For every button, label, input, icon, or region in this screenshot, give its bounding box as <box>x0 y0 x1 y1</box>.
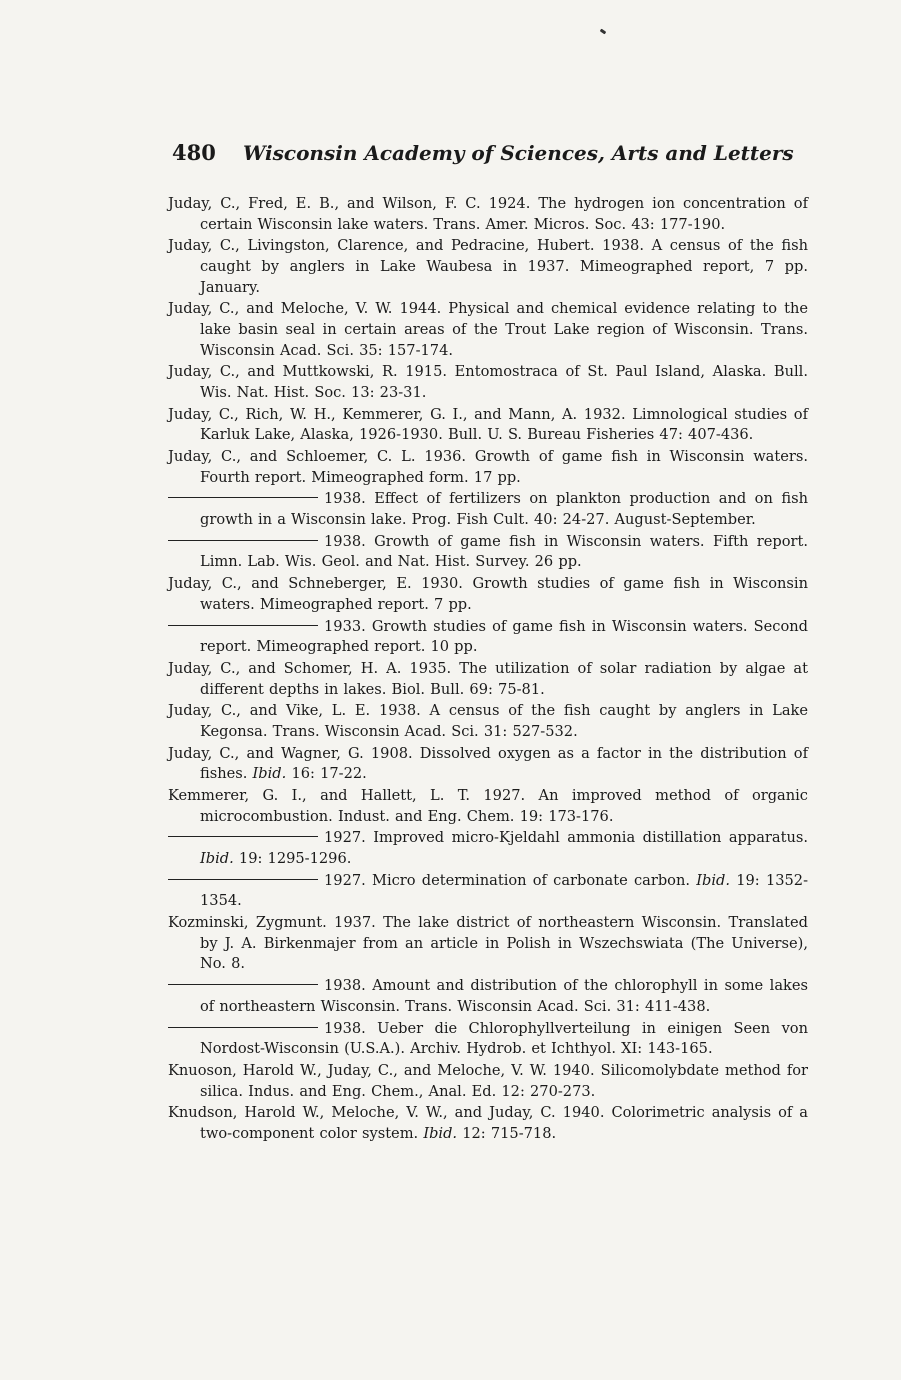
page-header <box>172 140 794 165</box>
running-head: Wisconsin Academy of Sciences, Arts and Letters <box>242 141 794 165</box>
reference-text: Kemmerer, G. I., and Hallett, L. T. 1927. An improved method of organic microcombustion. Indust. and Eng. Chem. 19: 173-176. <box>168 787 808 825</box>
reference-entry <box>168 194 808 235</box>
reference-ibid: Ibid. <box>696 871 730 889</box>
reference-entry <box>168 447 808 488</box>
reference-tail: 19: 1352-1354. <box>200 871 809 910</box>
reference-entry <box>168 236 808 298</box>
reference-text: Juday, C., Livingston, Clarence, and Pedracine, Hubert. 1938. A census of the fish caught by anglers in Lake Waubesa in 1937. Mimeographed report, 7 pp. January. <box>168 237 808 296</box>
reference-tail: 16: 17-22. <box>291 765 367 783</box>
reference-entry <box>168 976 808 1017</box>
reference-entry <box>168 532 808 573</box>
reference-entry <box>168 574 808 615</box>
reference-text: Juday, C., and Vike, L. E. 1938. A census of the fish caught by anglers in Lake Kegonsa. Trans. Wisconsin Acad. Sci. 31: 527-532. <box>168 702 808 740</box>
ditto-rule <box>168 497 318 498</box>
reference-text: Juday, C., Fred, E. B., and Wilson, F. C. 1924. The hydrogen ion concentration of certain Wisconsin lake waters. Trans. Amer. Micros. Soc. 43: 177-190. <box>168 195 808 233</box>
reference-ibid: Ibid. <box>252 765 287 783</box>
reference-entry <box>168 489 808 530</box>
scan-speck <box>600 29 607 35</box>
reference-ibid: Ibid. <box>423 1124 458 1142</box>
reference-entry <box>168 744 808 785</box>
ditto-rule <box>168 540 318 541</box>
reference-entry <box>168 299 808 361</box>
reference-ibid: Ibid. <box>200 850 234 868</box>
ditto-rule <box>168 1027 318 1028</box>
ditto-rule <box>168 625 318 626</box>
reference-text: Juday, C., and Wagner, G. 1908. Dissolved oxygen as a factor in the distribution of fishes. <box>168 744 808 783</box>
reference-tail: 19: 1295-1296. <box>238 850 352 868</box>
reference-text: 1938. Amount and distribution of the chlorophyll in some lakes of northeastern Wisconsin. Trans. Wisconsin Acad. Sci. 31: 411-438. <box>200 977 808 1015</box>
reference-text: 1927. Improved micro-Kjeldahl ammonia distillation apparatus. <box>324 829 808 847</box>
reference-entry <box>168 1061 808 1102</box>
reference-entry <box>168 1019 808 1060</box>
ditto-rule <box>168 879 318 880</box>
reference-entry <box>168 871 808 912</box>
reference-entry <box>168 828 808 869</box>
reference-text: Juday, C., and Meloche, V. W. 1944. Physical and chemical evidence relating to the lake basin seal in certain areas of the Trout Lake region of Wisconsin. Trans. Wisconsin Acad. Sci. 35: 157-174. <box>168 300 808 359</box>
reference-text: Juday, C., Rich, W. H., Kemmerer, G. I., and Mann, A. 1932. Limnological studies of Karluk Lake, Alaska, 1926-1930. Bull. U. S. Bureau Fisheries 47: 407-436. <box>168 405 808 444</box>
reference-tail: 12: 715-718. <box>462 1124 557 1142</box>
reference-text: Knuoson, Harold W., Juday, C., and Meloche, V. W. 1940. Silicomolybdate method for silica. Indus. and Eng. Chem., Anal. Ed. 12: 270-273. <box>168 1061 808 1100</box>
reference-entry <box>168 786 808 827</box>
reference-text: 1938. Ueber die Chlorophyllverteilung in einigen Seen von Nordost-Wisconsin (U.S.A.). Archiv. Hydrob. et Ichthyol. XI: 143-165. <box>200 1019 808 1058</box>
reference-list <box>168 194 808 1146</box>
reference-entry <box>168 1103 808 1144</box>
reference-text: 1933. Growth studies of game fish in Wisconsin waters. Second report. Mimeographed report. 10 pp. <box>200 617 808 656</box>
reference-text: Juday, C., and Schomer, H. A. 1935. The utilization of solar radiation by algae at different depths in lakes. Biol. Bull. 69: 75-81. <box>168 659 808 698</box>
reference-entry <box>168 362 808 403</box>
reference-text: Knudson, Harold W., Meloche, V. W., and Juday, C. 1940. Colorimetric analysis of a two-component color system. <box>168 1104 808 1142</box>
reference-text: 1927. Micro determination of carbonate carbon. <box>324 871 690 889</box>
reference-text: Kozminski, Zygmunt. 1937. The lake district of northeastern Wisconsin. Translated by J. A. Birkenmajer from an article in Polish in Wszechswiata (The Universe), No. 8. <box>168 914 808 973</box>
reference-entry <box>168 617 808 658</box>
reference-text: Juday, C., and Schloemer, C. L. 1936. Growth of game fish in Wisconsin waters. Fourth report. Mimeographed form. 17 pp. <box>168 448 808 486</box>
ditto-rule <box>168 836 318 837</box>
reference-entry <box>168 405 808 446</box>
reference-entry <box>168 659 808 700</box>
reference-text: 1938. Effect of fertilizers on plankton production and on fish growth in a Wisconsin lake. Prog. Fish Cult. 40: 24-27. August-September. <box>200 490 808 529</box>
reference-entry <box>168 913 808 975</box>
page-number: 480 <box>172 140 216 165</box>
reference-text: Juday, C., and Schneberger, E. 1930. Growth studies of game fish in Wisconsin waters. Mimeographed report. 7 pp. <box>168 575 808 613</box>
ditto-rule <box>168 984 318 985</box>
reference-text: 1938. Growth of game fish in Wisconsin waters. Fifth report. Limn. Lab. Wis. Geol. and Nat. Hist. Survey. 26 pp. <box>200 532 808 571</box>
reference-text: Juday, C., and Muttkowski, R. 1915. Entomostraca of St. Paul Island, Alaska. Bull. Wis. Nat. Hist. Soc. 13: 23-31. <box>168 363 808 401</box>
reference-entry <box>168 701 808 742</box>
